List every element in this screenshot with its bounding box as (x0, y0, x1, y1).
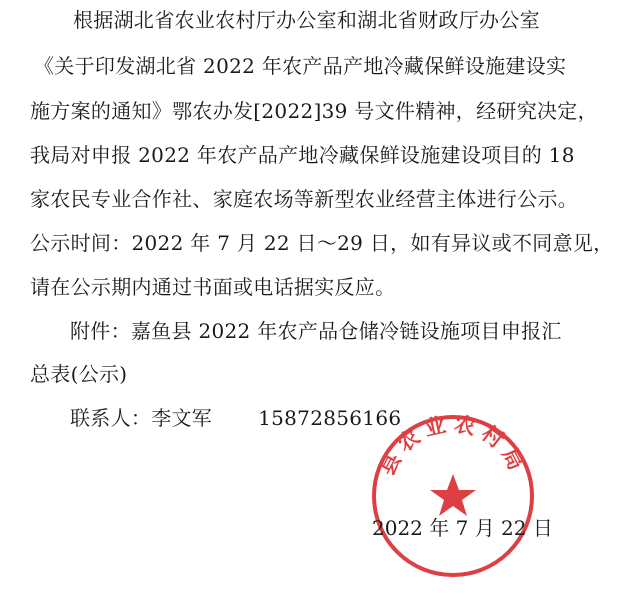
body-line-5: 家农民专业合作社、家庭农场等新型农业经营主体进行公示。 (30, 187, 579, 211)
official-seal (369, 412, 537, 580)
attachment-line-2: 总表(公示) (30, 362, 128, 386)
body-line-6: 公示时间：2022 年 7 月 22 日～29 日，如有异议或不同意见， (30, 231, 614, 255)
body-line-7: 请在公示期内通过书面或电话据实反应。 (30, 275, 396, 299)
seal-text: 县农业农村局 (374, 412, 532, 480)
body-line-1: 根据湖北省农业农村厅办公室和湖北省财政厅办公室 (73, 8, 540, 32)
body-line-3: 施方案的通知》鄂农办发[2022]39 号文件精神，经研究决定， (30, 99, 598, 123)
star-icon (430, 474, 476, 516)
issue-date: 2022 年 7 月 22 日 (372, 516, 553, 540)
body-line-4: 我局对申报 2022 年农产品产地冷藏保鲜设施建设项目的 18 (30, 143, 575, 167)
attachment-line-1: 附件：嘉鱼县 2022 年农产品仓储冷链设施项目申报汇 (70, 319, 562, 343)
contact-person: 联系人：李文军 (70, 406, 213, 430)
body-line-2: 《关于印发湖北省 2022 年农产品产地冷藏保鲜设施建设实 (34, 54, 567, 78)
contact-phone: 15872856166 (258, 406, 402, 430)
contact-line (70, 404, 622, 432)
seal-graphic (369, 412, 537, 580)
